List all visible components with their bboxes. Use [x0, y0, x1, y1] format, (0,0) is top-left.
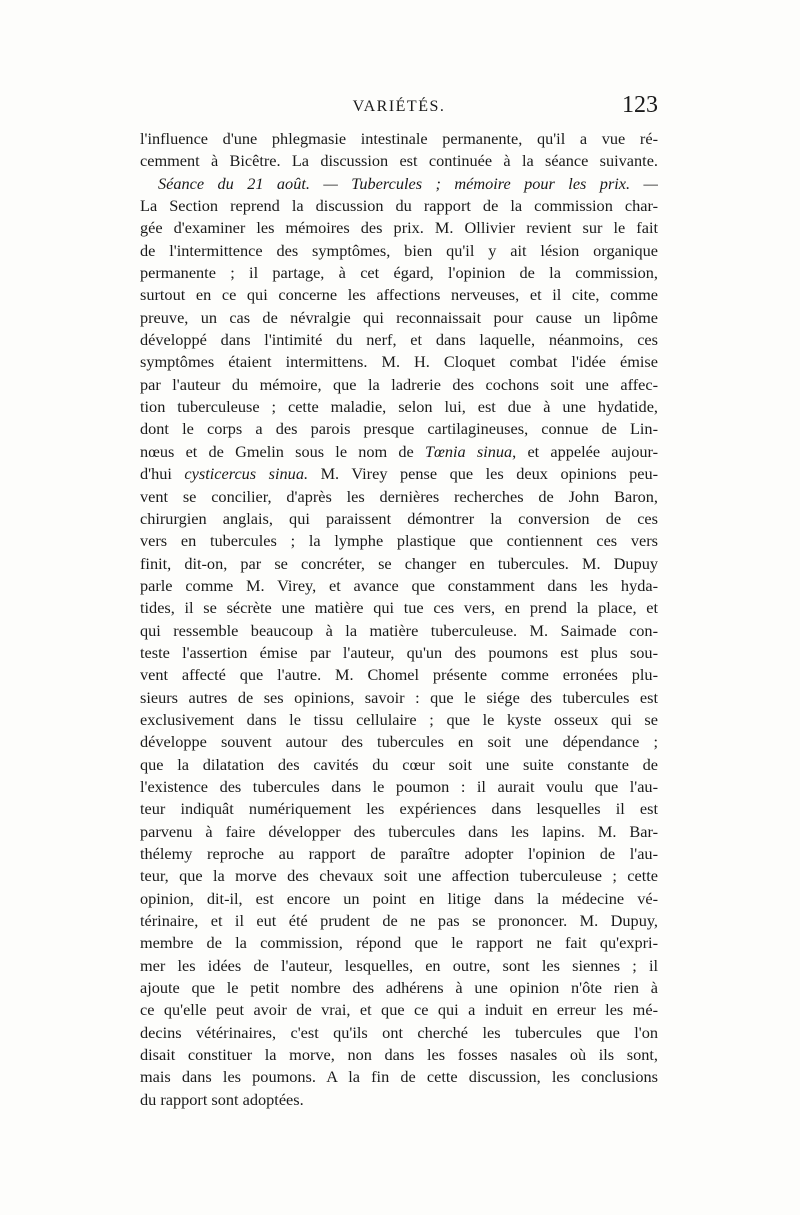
text-line: teur indiquât numériquement les expériences dans lesquelles il est: [140, 799, 658, 819]
text-line: decins vétérinaires, c'est qu'ils ont cherché les tubercules que l'on: [140, 1022, 658, 1042]
text-line: sieurs autres de ses opinions, savoir : que le siége des tubercules est: [140, 687, 658, 707]
text-line: permanente ; il partage, à cet égard, l'opinion de la commission,: [140, 263, 658, 283]
text-line: tion tuberculeuse ; cette maladie, selon lui, est due à une hydatide,: [140, 397, 658, 417]
text-line: ce qu'elle peut avoir de vrai, et que ce qui a induit en erreur les mé-: [140, 1000, 658, 1020]
text-line: exclusivement dans le tissu cellulaire ; que le kyste osseux qui se: [140, 709, 658, 729]
text-line: parle comme M. Virey, et avance que constamment dans les hyda-: [140, 575, 658, 595]
running-title: VARIÉTÉS.: [352, 98, 446, 115]
text-line: mer les idées de l'auteur, lesquelles, en outre, sont les siennes ; il: [140, 955, 658, 975]
text-line: qui ressemble beaucoup à la matière tuberculeuse. M. Saimade con-: [140, 620, 658, 640]
text-line: dont le corps a des parois presque cartilagineuses, connue de Lin-: [140, 419, 658, 439]
text-line: de l'intermittence des symptômes, bien qu'il y ait lésion organique: [140, 240, 658, 260]
text-line: surtout en ce qui concerne les affections nerveuses, et il cite, comme: [140, 285, 658, 305]
text-line: vent se concilier, d'après les dernières recherches de John Baron,: [140, 486, 658, 506]
text-line: teur, que la morve des chevaux soit une affection tuberculeuse ; cette: [140, 866, 658, 886]
text-line: opinion, dit-il, est encore un point en litige dans la médecine vé-: [140, 888, 658, 908]
text-line: gée d'examiner les mémoires des prix. M. Ollivier revient sur le fait: [140, 218, 658, 238]
text-line: membre de la commission, répond que le rapport ne fait qu'expri-: [140, 933, 658, 953]
text-line: parvenu à faire développer des tubercules dans les lapins. M. Bar-: [140, 821, 658, 841]
species-name: Tœnia sinua: [424, 441, 513, 461]
text-line: l'influence d'une phlegmasie intestinale permanente, qu'il a vue ré-: [140, 129, 658, 148]
text-line: La Section reprend la discussion du rapport de la commission char-: [140, 196, 658, 216]
text-line: vers en tubercules ; la lymphe plastique que contiennent ces vers: [140, 531, 658, 551]
text-line: finit, dit-on, par se concréter, se changer en tubercules. M. Dupuy: [140, 553, 658, 573]
text-line: par l'auteur du mémoire, que la ladrerie des cochons soit une affec-: [140, 374, 658, 394]
text-line: d'hui cysticercus sinua. M. Virey pense que les deux opinions peu-: [140, 464, 658, 484]
text-line: que la dilatation des cavités du cœur soit une suite constante de: [140, 754, 658, 774]
text-line: l'existence des tubercules dans le poumon : il aurait voulu que l'au-: [140, 776, 658, 796]
text-line: térinaire, et il eut été prudent de ne pas se prononcer. M. Dupuy,: [140, 911, 658, 931]
text-line: thélemy reproche au rapport de paraître adopter l'opinion de l'au-: [140, 844, 658, 863]
text-line: du rapport sont adoptées.: [140, 1089, 304, 1109]
species-name: cysticercus sinua.: [184, 464, 309, 484]
page-number: 123: [622, 92, 658, 118]
text-line: teste l'assertion émise par l'auteur, qu'un des poumons est plus sou-: [140, 642, 658, 662]
text-line: tides, il se sécrète une matière qui tue ces vers, en prend la place, et: [140, 598, 658, 618]
text-line: ajoute que le petit nombre des adhérens à une opinion n'ôte rien à: [140, 978, 658, 998]
text-line: symptômes étaient intermittens. M. H. Cloquet combat l'idée émise: [140, 352, 658, 372]
section-heading-line: Séance du 21 août. — Tubercules ; mémoire pour les prix. —: [158, 173, 658, 193]
text-line: développe souvent autour des tubercules en soit une dépendance ;: [140, 732, 658, 752]
text-line: développé dans l'intimité du nerf, et dans laquelle, néanmoins, ces: [140, 330, 658, 350]
text-line: mais dans les poumons. A la fin de cette discussion, les conclusions: [140, 1067, 658, 1087]
text-line: preuve, un cas de névralgie qui reconnaissait pour cause un lipôme: [140, 307, 658, 327]
text-line: chirurgien anglais, qui paraissent démontrer la conversion de ces: [140, 508, 658, 528]
text-line: cemment à Bicêtre. La discussion est continuée à la séance suivante.: [140, 151, 658, 171]
text-line: vent affecté que l'autre. M. Chomel présente comme erronées plu-: [140, 665, 658, 685]
text-line: nœus et de Gmelin sous le nom de Tœnia sinua, et appelée aujour-: [140, 441, 658, 461]
text-line: disait constituer la morve, non dans les fosses nasales où ils sont,: [140, 1045, 658, 1065]
running-head: [140, 92, 658, 122]
body-text: [140, 128, 658, 1111]
